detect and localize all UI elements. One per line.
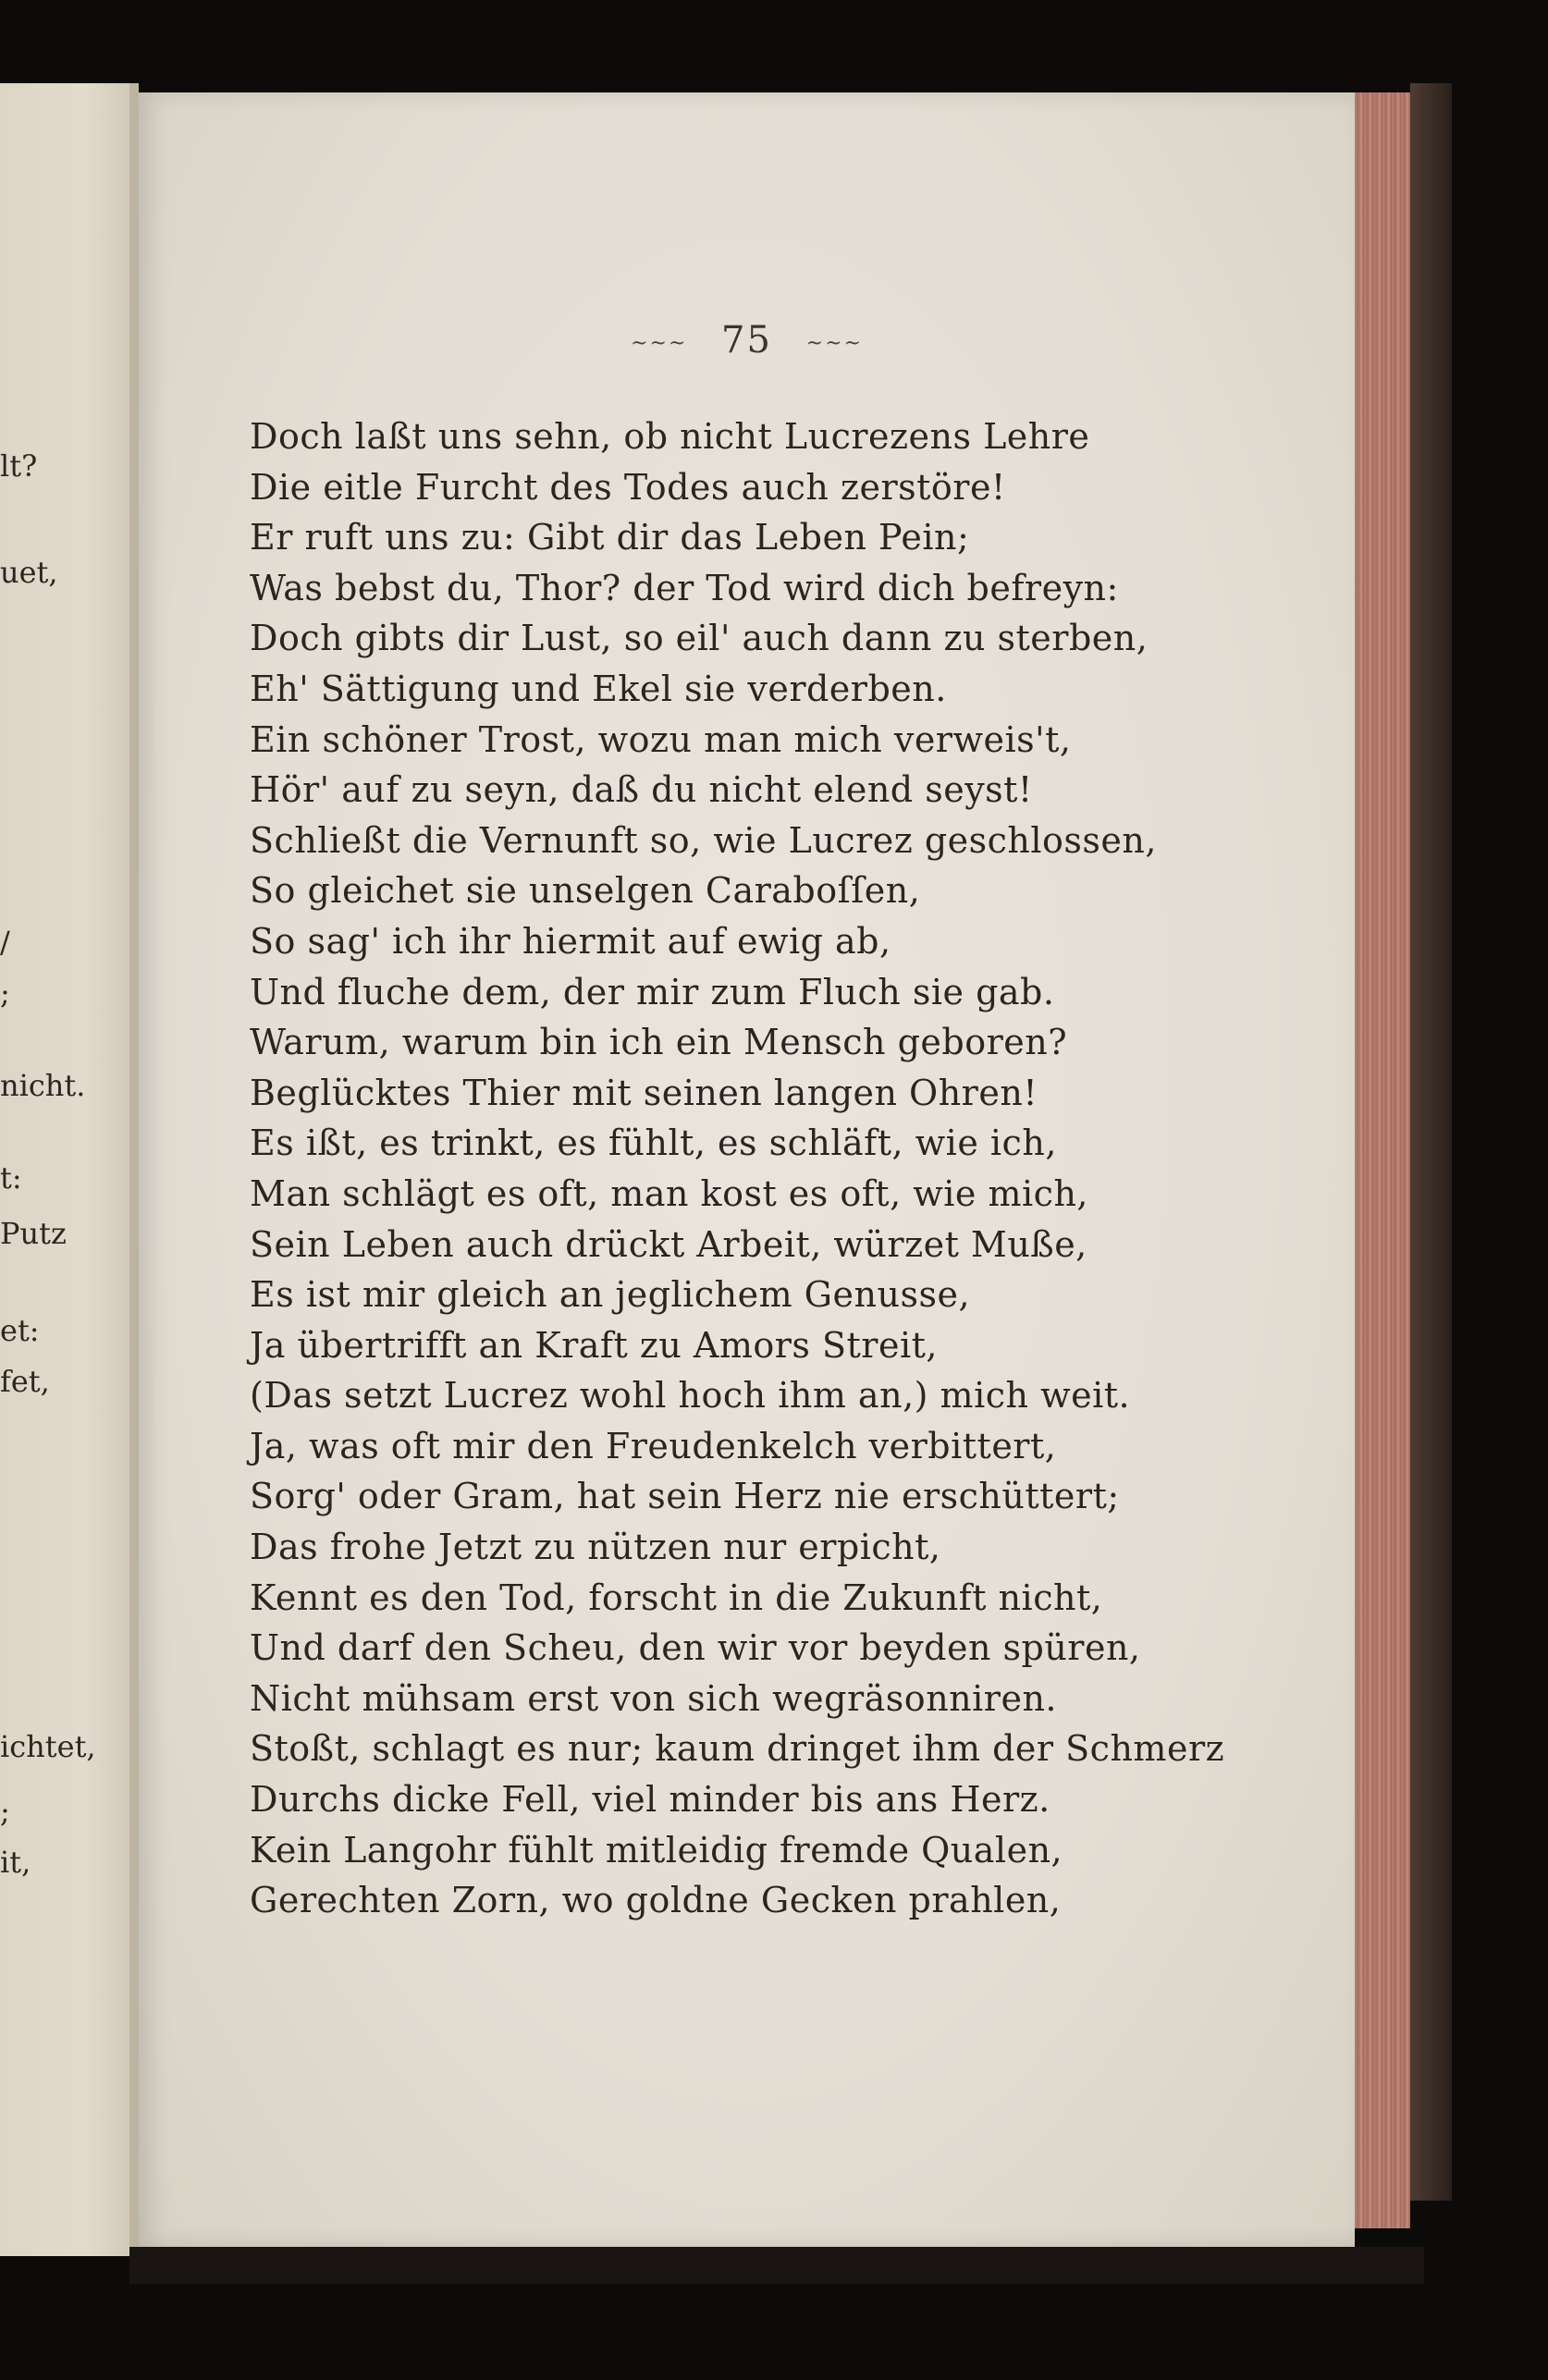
text-line: Es ißt, es trinkt, es fühlt, es schläft, wie ich, <box>250 1123 1057 1164</box>
text-line: Die eitle Furcht des Todes auch zerstöre! <box>250 466 1006 508</box>
text-line: Ja, was oft mir den Freudenkelch verbittert, <box>250 1425 1057 1466</box>
previous-page <box>0 83 139 2256</box>
text-line: Nicht mühsam erst von sich wegräsonniren. <box>250 1677 1057 1719</box>
text-line: So sag' ich ihr hiermit auf ewig ab, <box>250 920 891 962</box>
left-page-fragment: fet, <box>0 1364 50 1399</box>
left-page-fragment: / <box>0 925 10 960</box>
left-page-fragment: ; <box>0 1794 10 1829</box>
page-shadow <box>129 2247 1424 2284</box>
text-line: Doch laßt uns sehn, ob nicht Lucrezens Lehre <box>250 416 1090 457</box>
left-page-fragment: t: <box>0 1160 22 1196</box>
left-page-fragment: Putz <box>0 1216 67 1251</box>
text-line: Stoßt, schlagt es nur; kaum dringet ihm der Schmerz <box>250 1728 1225 1770</box>
text-line: Sorg' oder Gram, hat sein Herz nie erschüttert; <box>250 1476 1120 1517</box>
text-line: Doch gibts dir Lust, so eil' auch dann zu sterben, <box>250 618 1149 659</box>
text-line: Was bebst du, Thor? der Tod wird dich befreyn: <box>250 567 1119 608</box>
text-line: Kein Langohr fühlt mitleidig fremde Qualen, <box>250 1829 1063 1871</box>
text-line: (Das setzt Lucrez wohl hoch ihm an,) mich weit. <box>250 1375 1131 1417</box>
text-line: Eh' Sättigung und Ekel sie verderben. <box>250 668 947 709</box>
text-line: Ein schöner Trost, wozu man mich verweis't, <box>250 718 1072 760</box>
text-line: Und darf den Scheu, den wir vor beyden spüren, <box>250 1627 1141 1669</box>
text-line: Er ruft uns zu: Gibt dir das Leben Pein; <box>250 517 970 558</box>
left-page-fragment: uet, <box>0 555 58 590</box>
text-line: Das frohe Jetzt zu nützen nur erpicht, <box>250 1527 941 1568</box>
book-cover <box>1410 83 1452 2201</box>
page-number: 75 <box>721 319 772 362</box>
left-page-fragment: et: <box>0 1313 40 1348</box>
ornament-right: ~~~ <box>805 331 863 355</box>
text-line: Und fluche dem, der mir zum Fluch sie gab. <box>250 971 1055 1012</box>
text-line: Es ist mir gleich an jeglichem Genusse, <box>250 1274 971 1316</box>
text-line: Ja übertrifft an Kraft zu Amors Streit, <box>250 1324 938 1366</box>
page-header <box>139 319 1355 362</box>
page-block-edge <box>1355 92 1410 2228</box>
text-line: Durchs dicke Fell, viel minder bis ans Herz. <box>250 1779 1050 1821</box>
text-line: So gleichet sie unselgen Caraboſſen, <box>250 870 921 912</box>
text-line: Gerechten Zorn, wo goldne Gecken prahlen, <box>250 1880 1062 1921</box>
text-line: Sein Leben auch drückt Arbeit, würzet Muße, <box>250 1223 1087 1265</box>
ornament-left: ~~~ <box>631 331 688 355</box>
text-line: Schließt die Vernunft so, wie Lucrez geschlossen, <box>250 819 1157 861</box>
left-page-fragment: ; <box>0 975 10 1011</box>
left-page-fragment: nicht. <box>0 1068 86 1103</box>
gutter-edge <box>129 83 139 2256</box>
text-line: Kennt es den Tod, forscht in die Zukunft nicht, <box>250 1576 1103 1618</box>
text-line: Warum, warum bin ich ein Mensch geboren? <box>250 1022 1068 1063</box>
text-line: Hör' auf zu seyn, daß du nicht elend seyst! <box>250 769 1033 811</box>
text-line: Man schlägt es oft, man kost es oft, wie mich, <box>250 1172 1089 1214</box>
left-page-fragment: it, <box>0 1845 31 1880</box>
left-page-fragment: ichtet, <box>0 1729 96 1764</box>
poem-body <box>250 411 1225 1926</box>
text-line: Beglücktes Thier mit seinen langen Ohren! <box>250 1072 1038 1113</box>
left-page-fragment: lt? <box>0 448 38 484</box>
